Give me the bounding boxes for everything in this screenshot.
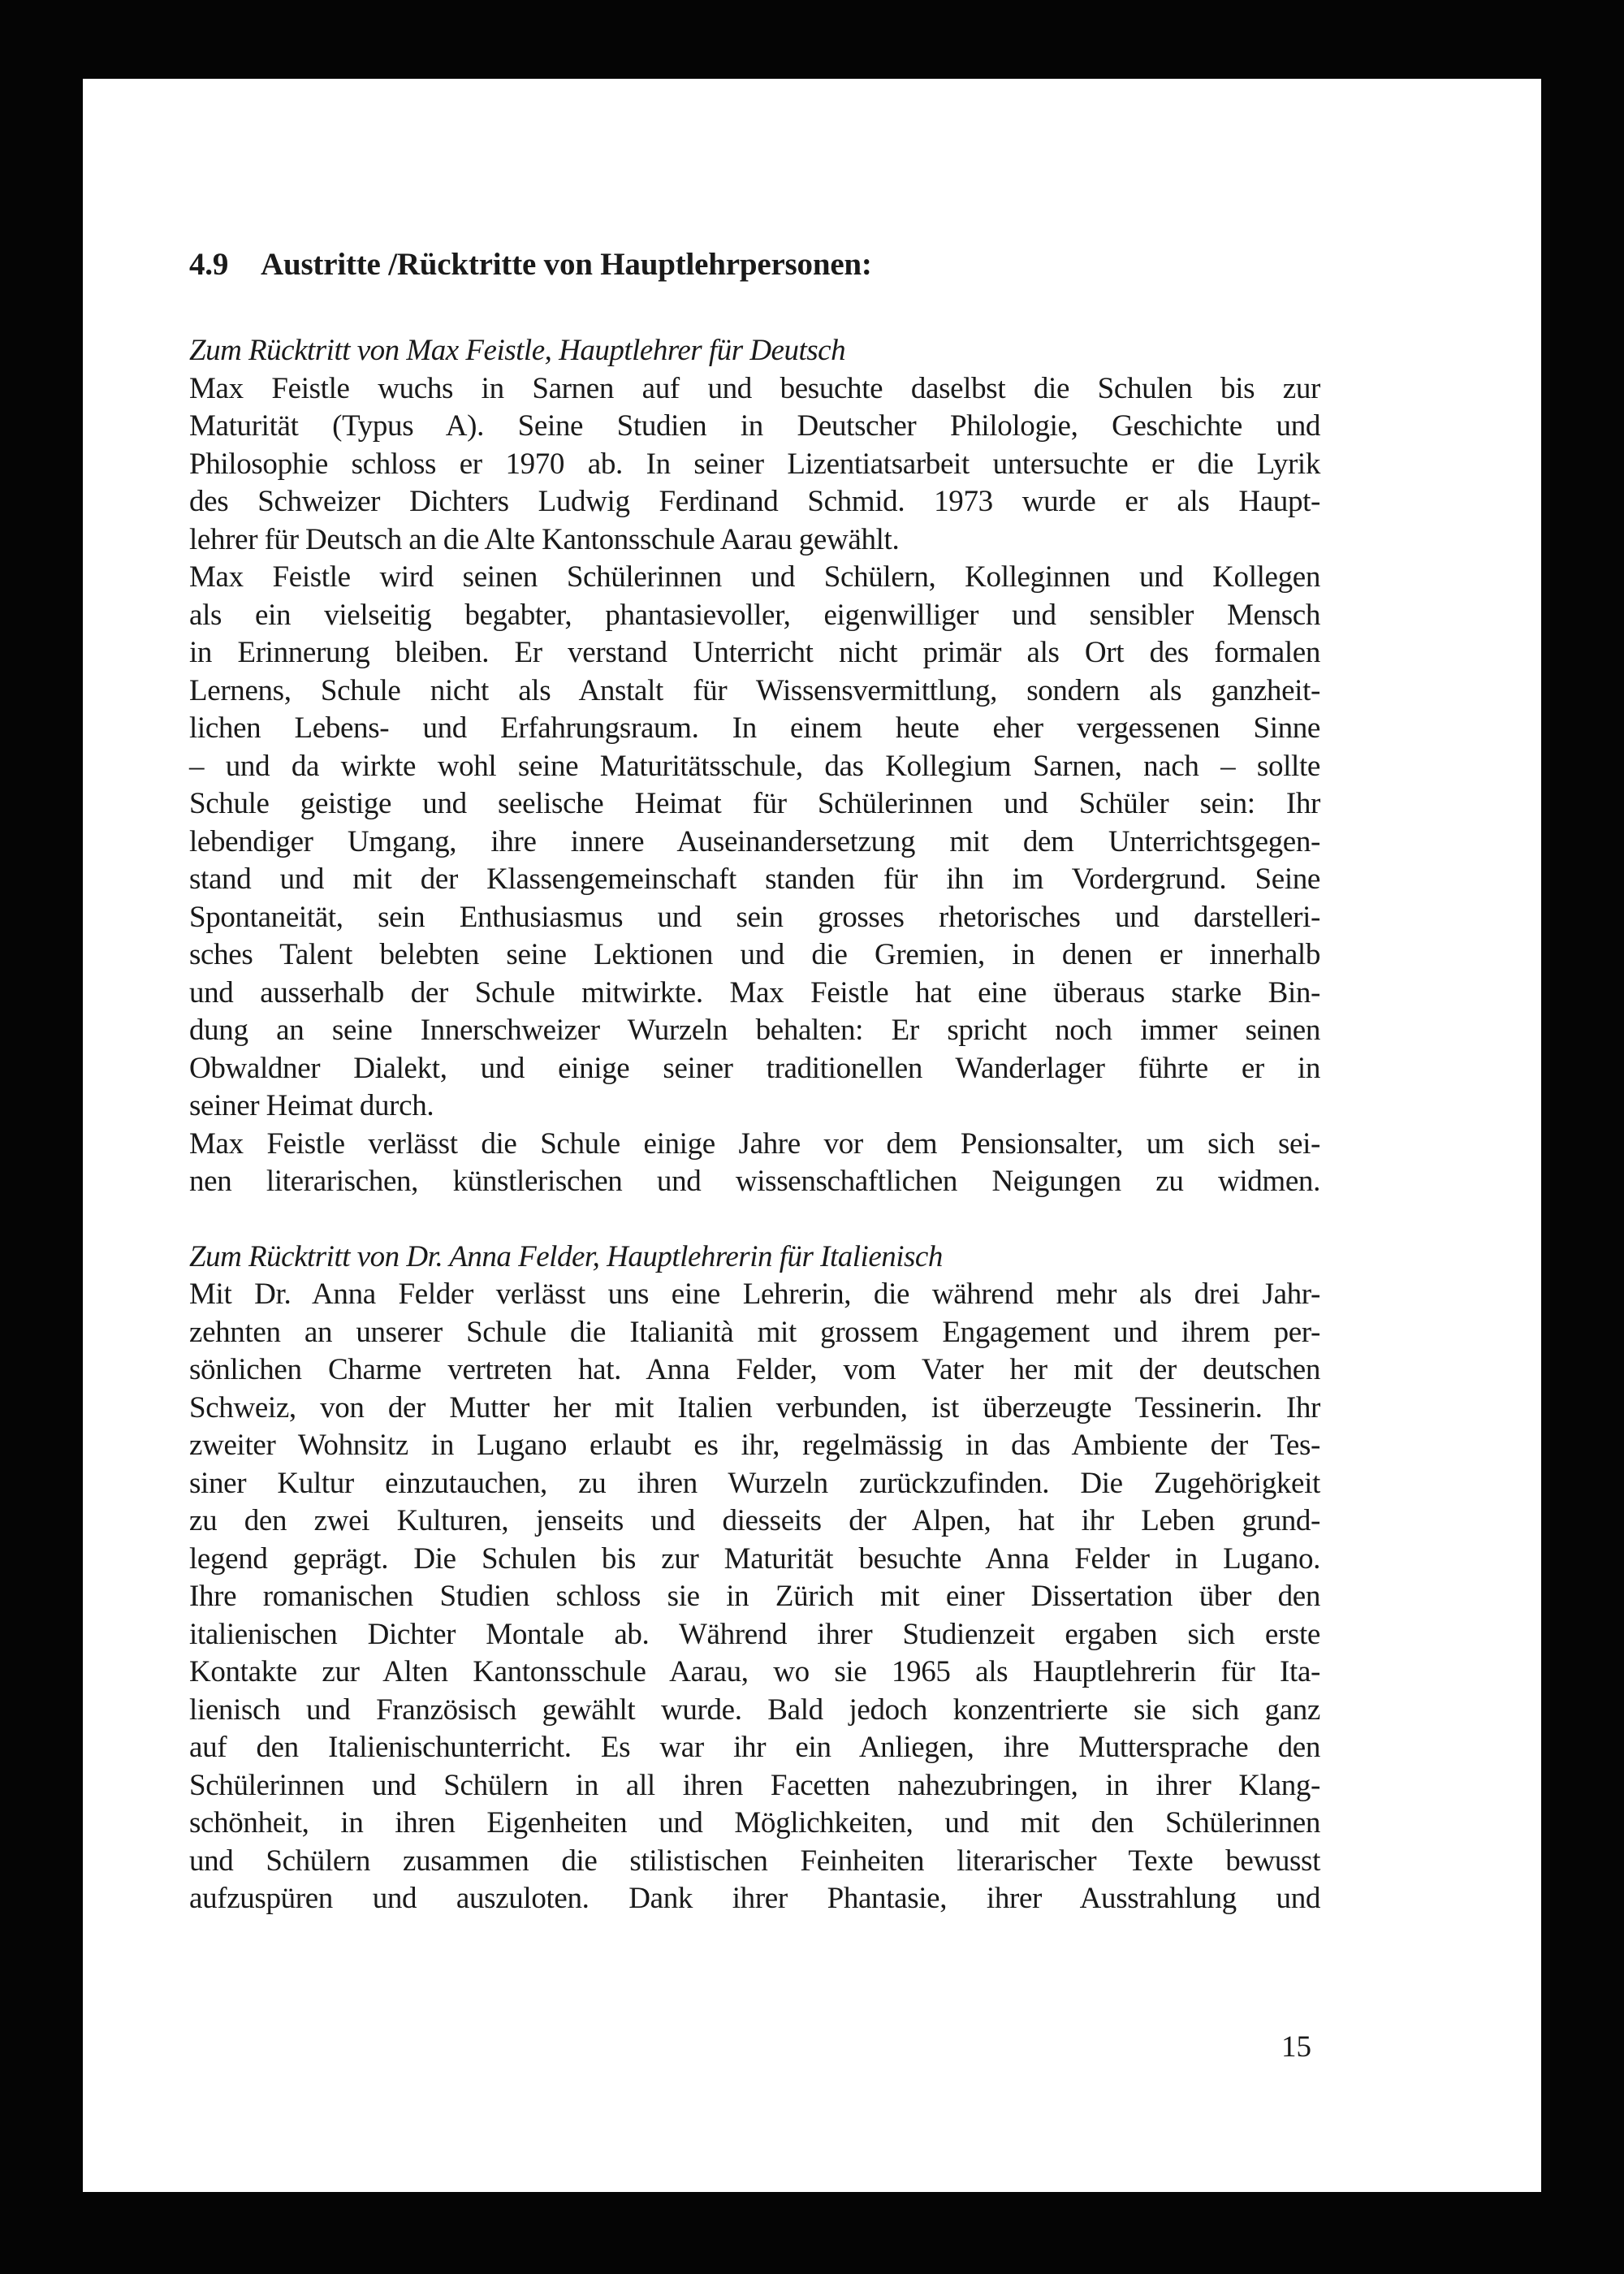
- text-line: stand und mit der Klassengemeinschaft standen für ihn im Vordergrund. Seine: [189, 862, 1320, 896]
- section-title: Austritte /Rücktritte von Hauptlehrpersonen:: [261, 247, 872, 282]
- text-line: auf den Italienischunterricht. Es war ihr ein Anliegen, ihre Muttersprache den: [189, 1731, 1320, 1764]
- text-line: zehnten an unserer Schule die Italianità mit grossem Engagement und ihrem per-: [189, 1315, 1320, 1349]
- text-line: lienisch und Französisch gewählt wurde. Bald jedoch konzentrierte sie sich ganz: [189, 1693, 1320, 1727]
- text-line: Kontakte zur Alten Kantonsschule Aarau, wo sie 1965 als Hauptlehrerin für Ita-: [189, 1655, 1320, 1688]
- text-line: zweiter Wohnsitz in Lugano erlaubt es ihr, regelmässig in das Ambiente der Tes-: [189, 1429, 1320, 1462]
- text-line: und ausserhalb der Schule mitwirkte. Max Feistle hat eine überaus starke Bin-: [189, 975, 1320, 1009]
- text-line: und Schülern zusammen die stilistischen Feinheiten literarischer Texte bewusst: [189, 1844, 1320, 1878]
- text-line: Max Feistle wuchs in Sarnen auf und besuchte daselbst die Schulen bis zur: [189, 371, 1320, 405]
- text-line: Philosophie schloss er 1970 ab. In seiner Lizentiatsarbeit untersuchte er die Lyrik: [189, 447, 1320, 481]
- text-line: Max Feistle verlässt die Schule einige Jahre vor dem Pensionsalter, um sich sei-: [189, 1126, 1320, 1161]
- text-line: Schule geistige und seelische Heimat für Schülerinnen und Schüler sein: Ihr: [189, 787, 1320, 820]
- text-line: sönlichen Charme vertreten hat. Anna Felder, vom Vater her mit der deutschen: [189, 1353, 1320, 1386]
- section-number: 4.9: [189, 247, 229, 282]
- paragraph: [189, 559, 1320, 1126]
- text-line: sches Talent belebten seine Lektionen und die Gremien, in denen er innerhalb: [189, 938, 1320, 971]
- text-line: in Erinnerung bleiben. Er verstand Unterricht nicht primär als Ort des formalen: [189, 636, 1320, 669]
- text-line: Lernens, Schule nicht als Anstalt für Wissensvermittlung, sondern als ganzheit-: [189, 673, 1320, 707]
- text-line: dung an seine Innerschweizer Wurzeln behalten: Er spricht noch immer seinen: [189, 1014, 1320, 1047]
- paragraph: [189, 370, 1320, 560]
- text-line: lebendiger Umgang, ihre innere Auseinandersetzung mit dem Unterrichtsgegen-: [189, 824, 1320, 858]
- paragraph: [189, 1276, 1320, 1918]
- article-title: Zum Rücktritt von Dr. Anna Felder, Hauptlehrerin für Italienisch: [189, 1239, 943, 1273]
- spacer: [189, 1201, 1320, 1239]
- text-line: Schülerinnen und Schülern in all ihren Facetten nahezubringen, in ihrer Klang-: [189, 1768, 1320, 1802]
- text-line: Max Feistle wird seinen Schülerinnen und Schülern, Kolleginnen und Kollegen: [189, 560, 1320, 594]
- text-line: legend geprägt. Die Schulen bis zur Maturität besuchte Anna Felder in Lugano.: [189, 1541, 1320, 1576]
- article-anna-felder: [189, 1239, 1320, 1918]
- article-title: Zum Rücktritt von Max Feistle, Hauptlehrer für Deutsch: [189, 334, 846, 367]
- text-line: – und da wirkte wohl seine Maturitätsschule, das Kollegium Sarnen, nach – sollte: [189, 749, 1320, 783]
- paragraph: [189, 1126, 1320, 1201]
- text-line: Spontaneität, sein Enthusiasmus und sein grosses rhetorisches und darstelleri-: [189, 900, 1320, 934]
- text-line: lichen Lebens- und Erfahrungsraum. In einem heute eher vergessenen Sinne: [189, 711, 1320, 745]
- text-line: des Schweizer Dichters Ludwig Ferdinand Schmid. 1973 wurde er als Haupt-: [189, 485, 1320, 518]
- article-max-feistle: [189, 332, 1320, 1201]
- document-page: [83, 79, 1541, 2192]
- text-line: lehrer für Deutsch an die Alte Kantonsschule Aarau gewählt.: [189, 522, 900, 556]
- text-line: italienischen Dichter Montale ab. Während ihrer Studienzeit ergaben sich erste: [189, 1617, 1320, 1651]
- text-line: aufzuspüren und auszuloten. Dank ihrer Phantasie, ihrer Ausstrahlung und: [189, 1882, 1320, 1915]
- text-line: Obwaldner Dialekt, und einige seiner traditionellen Wanderlager führte er in: [189, 1051, 1320, 1085]
- text-line: schönheit, in ihren Eigenheiten und Möglichkeiten, und mit den Schülerinnen: [189, 1806, 1320, 1840]
- text-line: Schweiz, von der Mutter her mit Italien verbunden, ist überzeugte Tessinerin. Ihr: [189, 1390, 1320, 1424]
- text-line: Ihre romanischen Studien schloss sie in Zürich mit einer Dissertation über den: [189, 1580, 1320, 1613]
- text-line: Mit Dr. Anna Felder verlässt uns eine Lehrerin, die während mehr als drei Jahr-: [189, 1278, 1320, 1311]
- section-heading: [189, 246, 1320, 283]
- text-line: zu den zwei Kulturen, jenseits und diesseits der Alpen, hat ihr Leben grund-: [189, 1504, 1320, 1537]
- text-line: Maturität (Typus A). Seine Studien in Deutscher Philologie, Geschichte und: [189, 409, 1320, 443]
- page-number: 15: [1281, 2030, 1311, 2064]
- text-line: als ein vielseitig begabter, phantasievoller, eigenwilliger und sensibler Mensch: [189, 598, 1320, 632]
- text-line: nen literarischen, künstlerischen und wissenschaftlichen Neigungen zu widmen.: [189, 1165, 1320, 1198]
- page-content: [189, 246, 1320, 1918]
- text-line: seiner Heimat durch.: [189, 1089, 434, 1122]
- text-line: siner Kultur einzutauchen, zu ihren Wurzeln zurückzufinden. Die Zugehörigkeit: [189, 1466, 1320, 1500]
